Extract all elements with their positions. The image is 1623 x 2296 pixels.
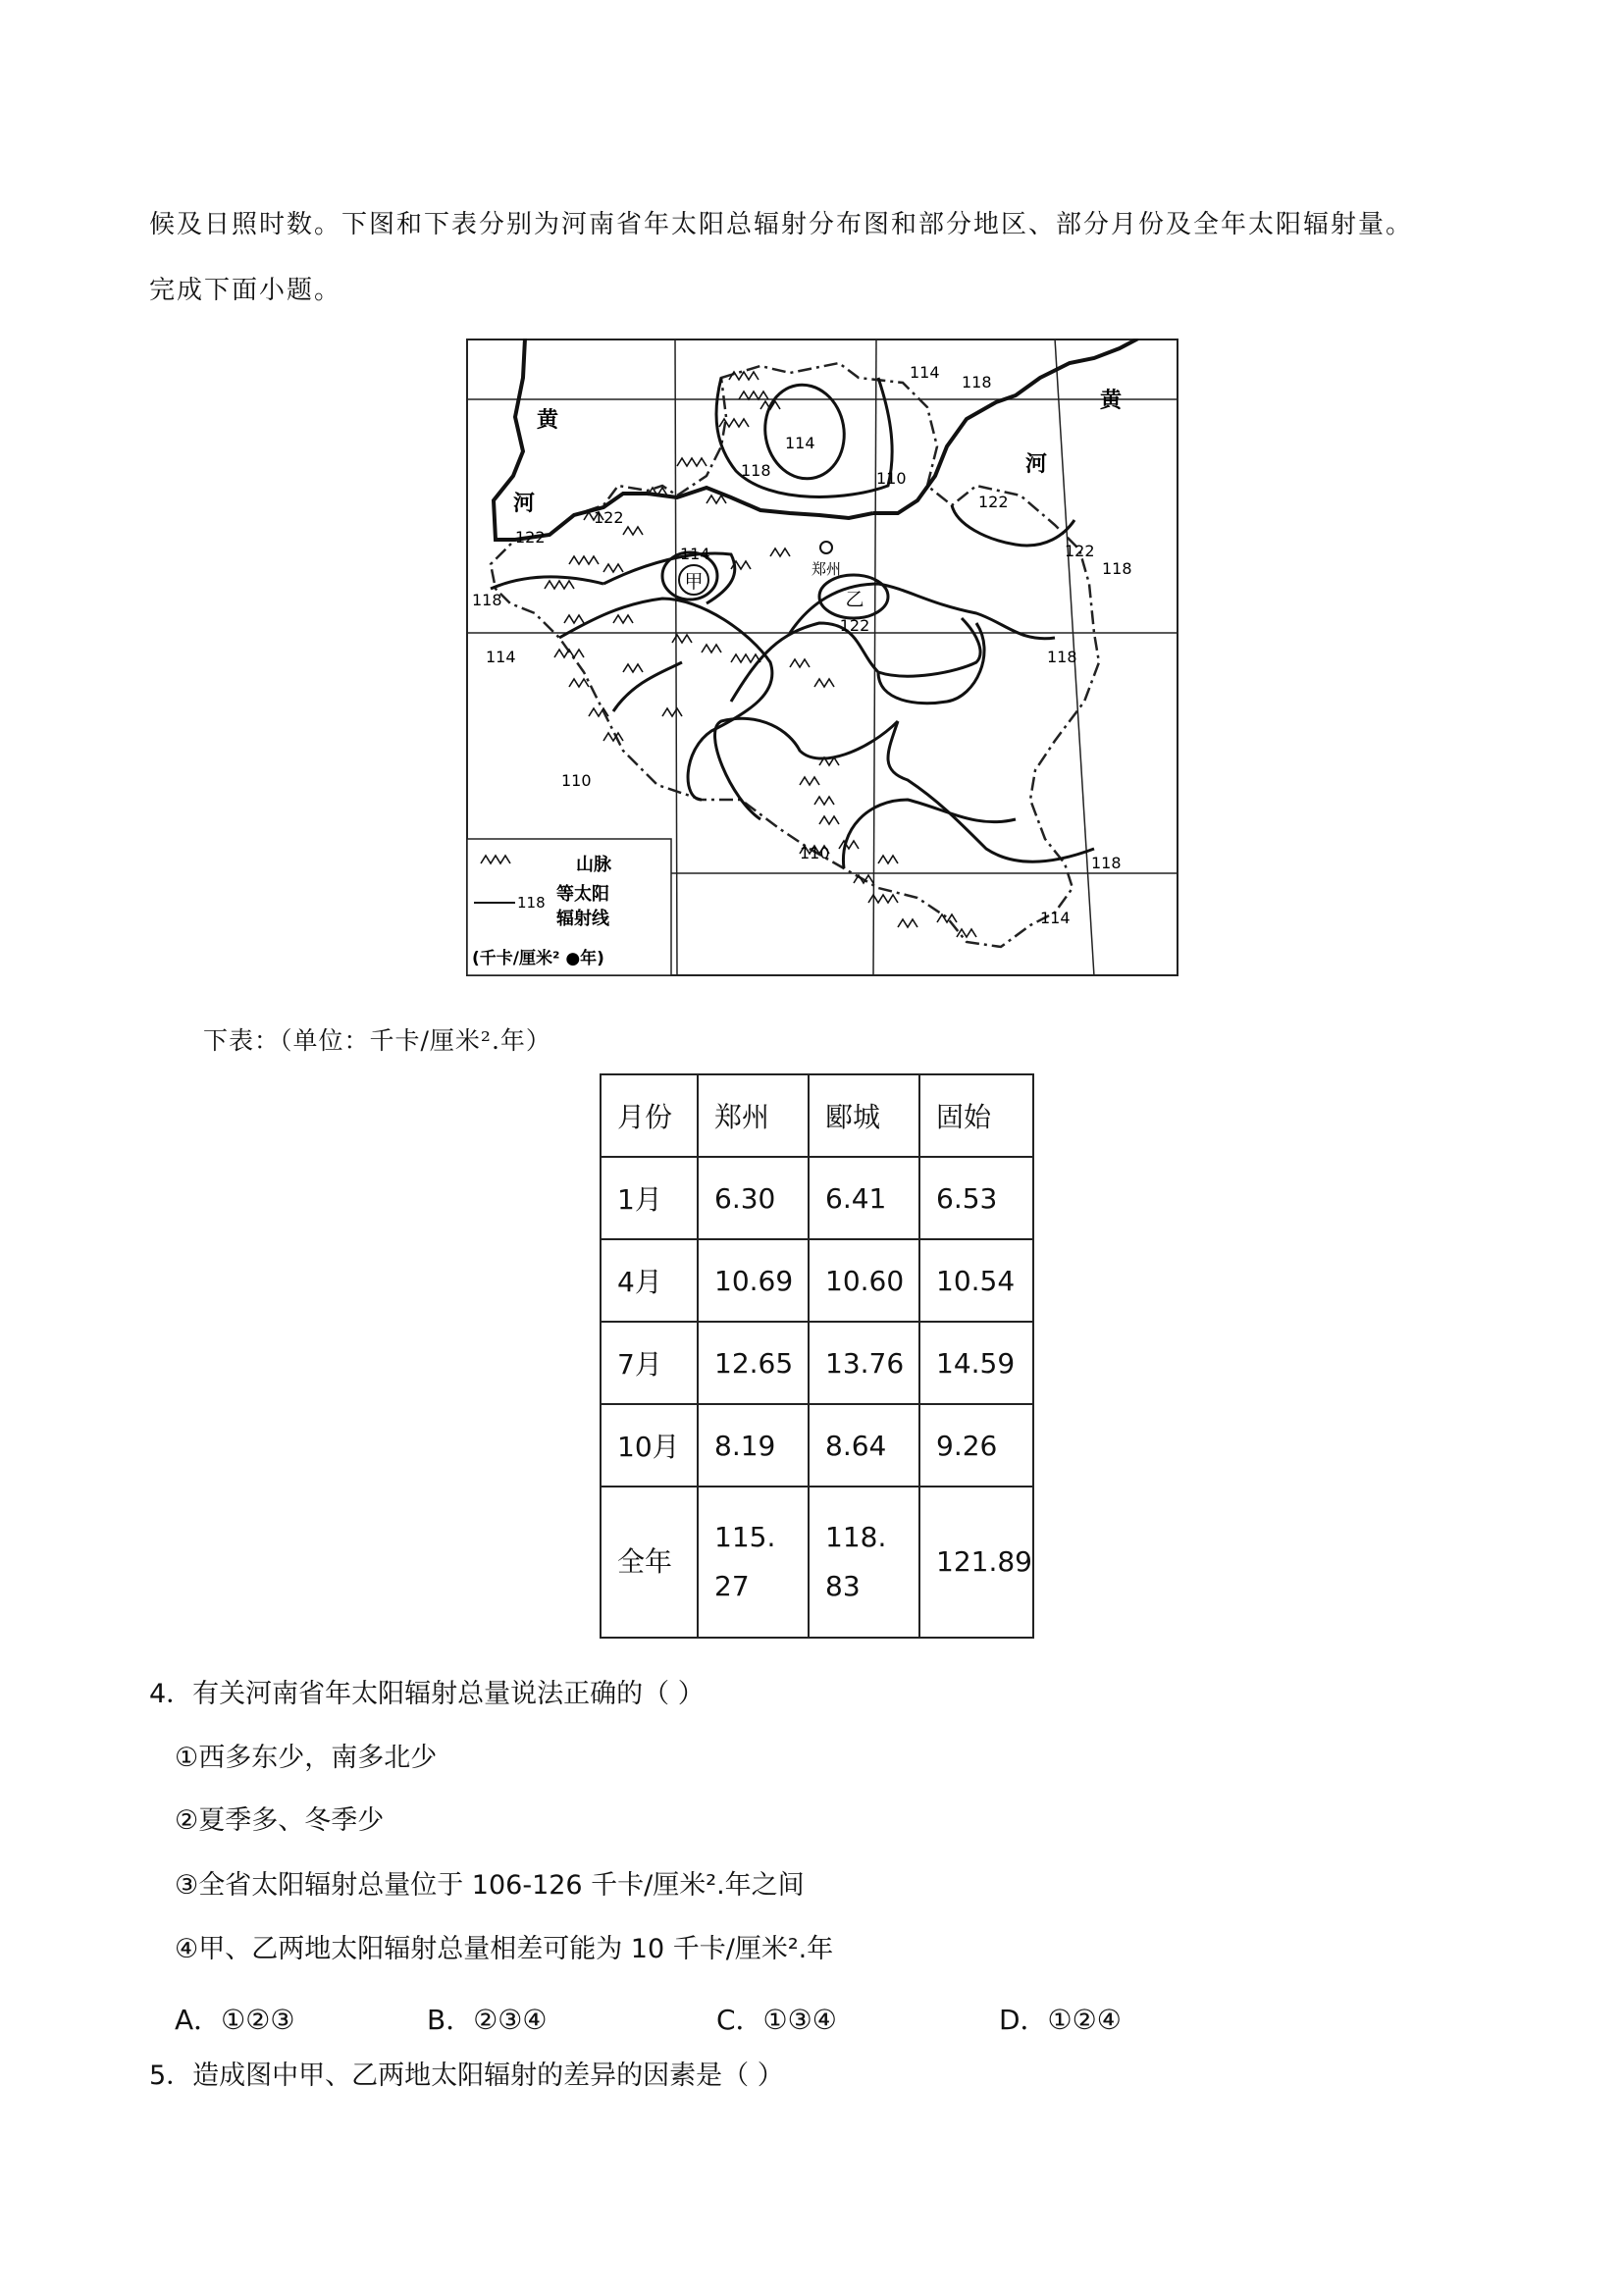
legend-iso-sample: 118 xyxy=(517,894,546,912)
table-cell: 115.27 xyxy=(698,1487,809,1638)
table-cell: 6.41 xyxy=(809,1157,919,1239)
table-row xyxy=(601,1487,1033,1638)
q4-statement-2: ②夏季多、冬季少 xyxy=(175,1805,385,1836)
iso-label: 114 xyxy=(785,434,815,452)
iso-label: 118 xyxy=(472,591,502,609)
legend-iso-label-1: 等太阳 xyxy=(556,884,609,905)
river-label-huang-east: 黄 xyxy=(1100,389,1123,413)
city-label-zhengzhou: 郑州 xyxy=(811,560,842,578)
legend-iso-label-2: 辐射线 xyxy=(556,909,609,929)
table-header-cell: 月份 xyxy=(601,1074,698,1157)
zhengzhou-marker xyxy=(820,542,832,553)
iso-label: 118 xyxy=(962,373,992,391)
table-row xyxy=(601,1239,1033,1322)
table-header-row xyxy=(601,1074,1033,1157)
iso-label: 118 xyxy=(741,461,771,480)
table-cell: 1月 xyxy=(601,1157,698,1239)
table-cell: 14.59 xyxy=(919,1322,1033,1404)
table-cell: 10.60 xyxy=(809,1239,919,1322)
map-legend xyxy=(467,839,671,975)
q4-option-a[interactable]: A．①②③ xyxy=(175,2004,295,2036)
q4-option-c[interactable]: C．①③④ xyxy=(716,2004,837,2036)
legend-unit: (千卡/厘米² ●年) xyxy=(472,949,604,968)
iso-label: 114 xyxy=(680,545,710,563)
table-cell: 118.83 xyxy=(809,1487,919,1638)
iso-label: 122 xyxy=(515,528,546,547)
river-label-he-west: 河 xyxy=(513,492,536,516)
q4-stem: 4．有关河南省年太阳辐射总量说法正确的（ ） xyxy=(149,1679,705,1709)
table-cell: 10.69 xyxy=(698,1239,809,1322)
table-cell: 12.65 xyxy=(698,1322,809,1404)
radiation-table xyxy=(600,1073,1034,1639)
table-cell: 6.53 xyxy=(919,1157,1033,1239)
iso-label: 122 xyxy=(978,493,1009,511)
table-cell: 121.89 xyxy=(919,1487,1033,1638)
table-row xyxy=(601,1157,1033,1239)
q5-stem: 5．造成图中甲、乙两地太阳辐射的差异的因素是（ ） xyxy=(149,2061,784,2091)
iso-label: 110 xyxy=(561,771,592,790)
q4-option-b[interactable]: B．②③④ xyxy=(427,2004,548,2036)
table-cell: 9.26 xyxy=(919,1404,1033,1487)
iso-label: 122 xyxy=(1065,542,1095,560)
q4-statement-3: ③全省太阳辐射总量位于 106-126 千卡/厘米².年之间 xyxy=(175,1870,805,1901)
iso-label: 114 xyxy=(486,648,516,666)
iso-label-yi: 122 xyxy=(839,616,870,635)
legend-mountain-label: 山脉 xyxy=(576,855,611,875)
table-header-cell: 郾城 xyxy=(809,1074,919,1157)
table-row xyxy=(601,1404,1033,1487)
iso-label: 118 xyxy=(1091,854,1122,872)
point-jia-label: 甲 xyxy=(684,571,704,593)
table-caption: 下表：（单位：千卡/厘米².年） xyxy=(203,1026,551,1055)
table-cell: 10月 xyxy=(601,1404,698,1487)
table-cell: 6.30 xyxy=(698,1157,809,1239)
iso-label: 114 xyxy=(910,363,940,382)
iso-label: 110 xyxy=(876,469,907,488)
iso-label: 118 xyxy=(1102,559,1132,578)
point-yi-label: 乙 xyxy=(845,589,864,610)
iso-label: 114 xyxy=(1040,909,1071,927)
iso-label: 122 xyxy=(594,508,624,527)
table-header-cell: 固始 xyxy=(919,1074,1033,1157)
iso-label: 118 xyxy=(1047,648,1077,666)
intro-line-2: 完成下面小题。 xyxy=(149,276,342,305)
table-cell: 4月 xyxy=(601,1239,698,1322)
table-cell: 13.76 xyxy=(809,1322,919,1404)
solar-radiation-map xyxy=(466,339,1178,976)
table-cell: 全年 xyxy=(601,1487,698,1638)
q4-option-d[interactable]: D．①②④ xyxy=(999,2004,1122,2036)
iso-label: 110 xyxy=(800,844,830,862)
river-label-he-east: 河 xyxy=(1025,452,1048,477)
table-cell: 8.19 xyxy=(698,1404,809,1487)
table-header-cell: 郑州 xyxy=(698,1074,809,1157)
river-label-huang-west: 黄 xyxy=(537,408,559,433)
intro-line-1: 候及日照时数。下图和下表分别为河南省年太阳总辐射分布图和部分地区、部分月份及全年太阳辐射量。 xyxy=(149,210,1414,239)
q4-statement-4: ④甲、乙两地太阳辐射总量相差可能为 10 千卡/厘米².年 xyxy=(175,1934,834,1964)
table-row xyxy=(601,1322,1033,1404)
table-cell: 8.64 xyxy=(809,1404,919,1487)
table-cell: 7月 xyxy=(601,1322,698,1404)
table-cell: 10.54 xyxy=(919,1239,1033,1322)
q4-statement-1: ①西多东少，南多北少 xyxy=(175,1743,438,1773)
